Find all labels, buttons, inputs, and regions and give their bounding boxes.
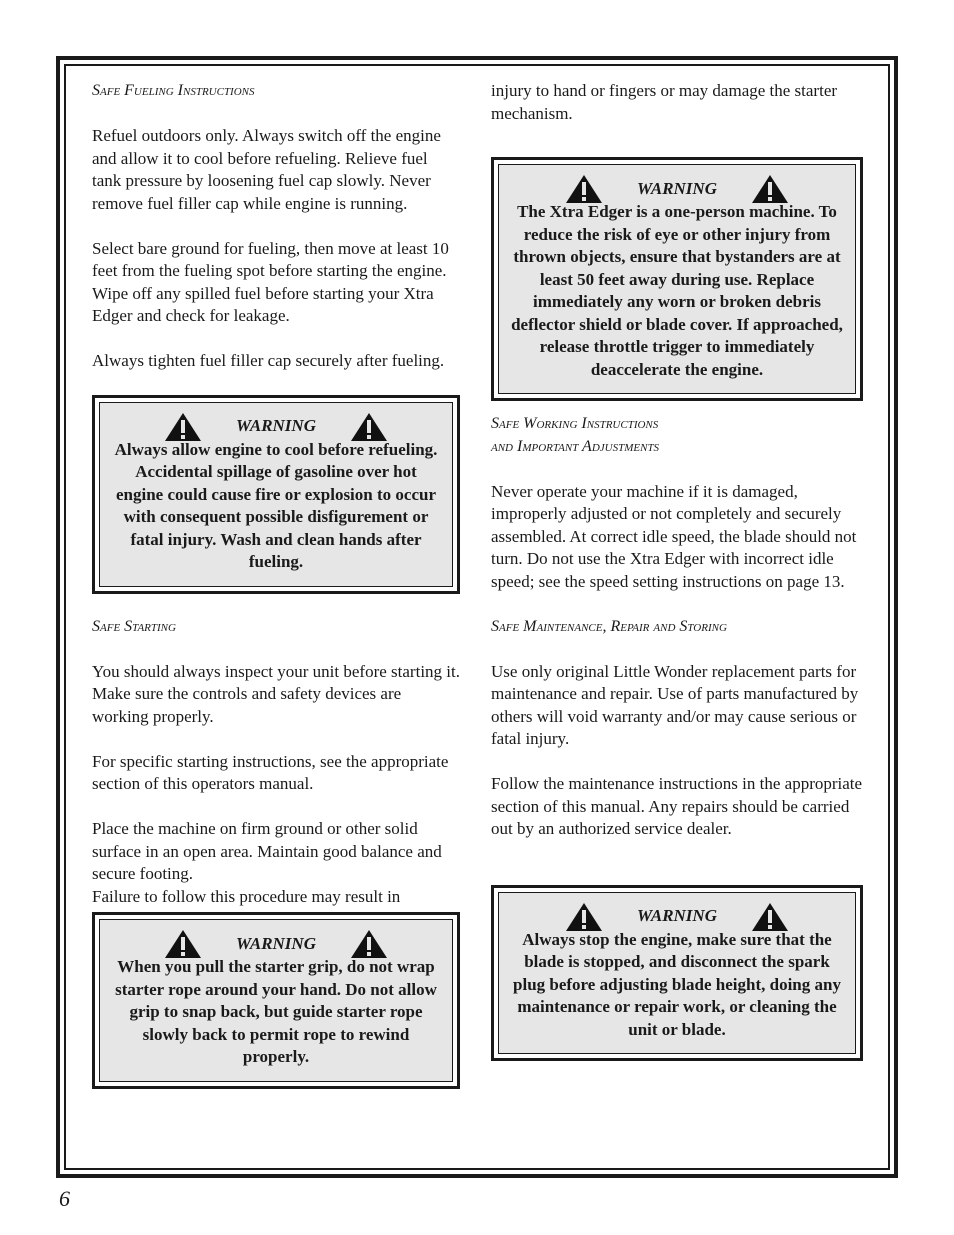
warning-box-starter-rope-inner [99,919,453,1082]
section-heading-safe-fueling: Safe Fueling Instructions [92,82,255,99]
warning-triangle-icon [350,412,388,442]
warning-box-refueling [92,395,460,594]
working-paragraph-1: Never operate your machine if it is damaged, improperly adjusted or not completely and securely assembled. At correct idle speed, the blade should not turn. Do not use the Xtra Edger with incorrect idle speed; see the speed setting instructions on page 13. [491,481,857,591]
section-heading-safe-maintenance: Safe Maintenance, Repair and Storing [491,617,727,635]
section-heading-important-adjustments: and Important Adjustments [491,437,660,455]
warning-triangle-icon [565,902,603,932]
fueling-paragraph-3: Always tighten fuel filler cap securely after fueling. [92,351,445,370]
warning-triangle-icon [164,929,202,959]
warning-text: Always allow engine to cool before refueling. Accidental spillage of gasoline over hot engine could cause fire or explosion to occur with consequent possible disfigurement or fatal injury. Wash and clean hands after fueling. [114,439,438,571]
warning-triangle-icon [751,902,789,932]
warning-header [509,175,845,203]
starting-paragraph-2: For specific starting instructions, see the appropriate section of this operators manual. [92,751,449,793]
warning-box-bystanders-inner [498,164,856,394]
warning-header [110,930,442,958]
warning-title: WARNING [236,933,316,953]
starting-paragraph-4: Failure to follow this procedure may result in [92,886,401,906]
left-column [92,80,460,1089]
fueling-paragraph-1: Refuel outdoors only. Always switch off the engine and allow it to cool before refueling. Relieve fuel tank pressure by loosening fuel cap slowly. Never remove fuel filler cap while engine is running. [92,126,441,213]
warning-text: When you pull the starter grip, do not wrap starter rope around your hand. Do not allow grip to snap back, but guide starter rope slowly back to permit rope to rewind properly. [115,957,437,1066]
warning-title: WARNING [637,906,717,926]
warning-box-maintenance-inner [498,892,856,1055]
warning-box-bystanders [491,157,863,401]
starting-paragraph-3: Place the machine on firm ground or other solid surface in an open area. Maintain good balance and secure footing. [92,819,442,883]
warning-triangle-icon [751,174,789,204]
fueling-paragraph-2: Select bare ground for fueling, then move at least 10 feet from the fueling spot before starting the engine. Wipe off any spilled fuel before starting your Xtra Edger and check for leakage. [92,238,449,325]
warning-triangle-icon [350,929,388,959]
warning-box-maintenance [491,885,863,1062]
maintenance-paragraph-1: Use only original Little Wonder replacement parts for maintenance and repair. Use of parts manufactured by others will void warranty and/or may cause serious or fatal injury. [491,661,859,748]
warning-header [509,903,845,931]
warning-triangle-icon [164,412,202,442]
section-heading-safe-working: Safe Working Instructions [491,415,659,432]
right-column [491,80,863,1061]
warning-header [110,413,442,441]
page-number: 6 [59,1186,70,1211]
starting-paragraph-1: You should always inspect your unit before starting it. Make sure the controls and safety devices are working properly. [92,661,460,726]
warning-box-refueling-inner [99,402,453,587]
section-heading-safe-starting: Safe Starting [92,617,176,635]
warning-text: Always stop the engine, make sure that the blade is stopped, and disconnect the spark plug before adjusting blade height, doing any maintenance or repair work, or cleaning the unit or blade. [513,929,841,1039]
warning-triangle-icon [565,174,603,204]
warning-text: The Xtra Edger is a one-person machine. To reduce the risk of eye or other injury from thrown objects, ensure that bystanders are at least 50 feet away during use. Replace immediately any worn or broken debris deflector shield or blade cover. If approached, release throttle trigger to immediately deaccelerate the engine. [511,202,843,379]
starting-continued-paragraph: injury to hand or fingers or may damage the starter mechanism. [491,81,838,123]
warning-title: WARNING [637,178,717,198]
maintenance-paragraph-2: Follow the maintenance instructions in the appropriate section of this manual. Any repairs should be carried out by an authorized service dealer. [491,774,863,838]
warning-title: WARNING [236,416,316,436]
warning-box-starter-rope [92,912,460,1089]
